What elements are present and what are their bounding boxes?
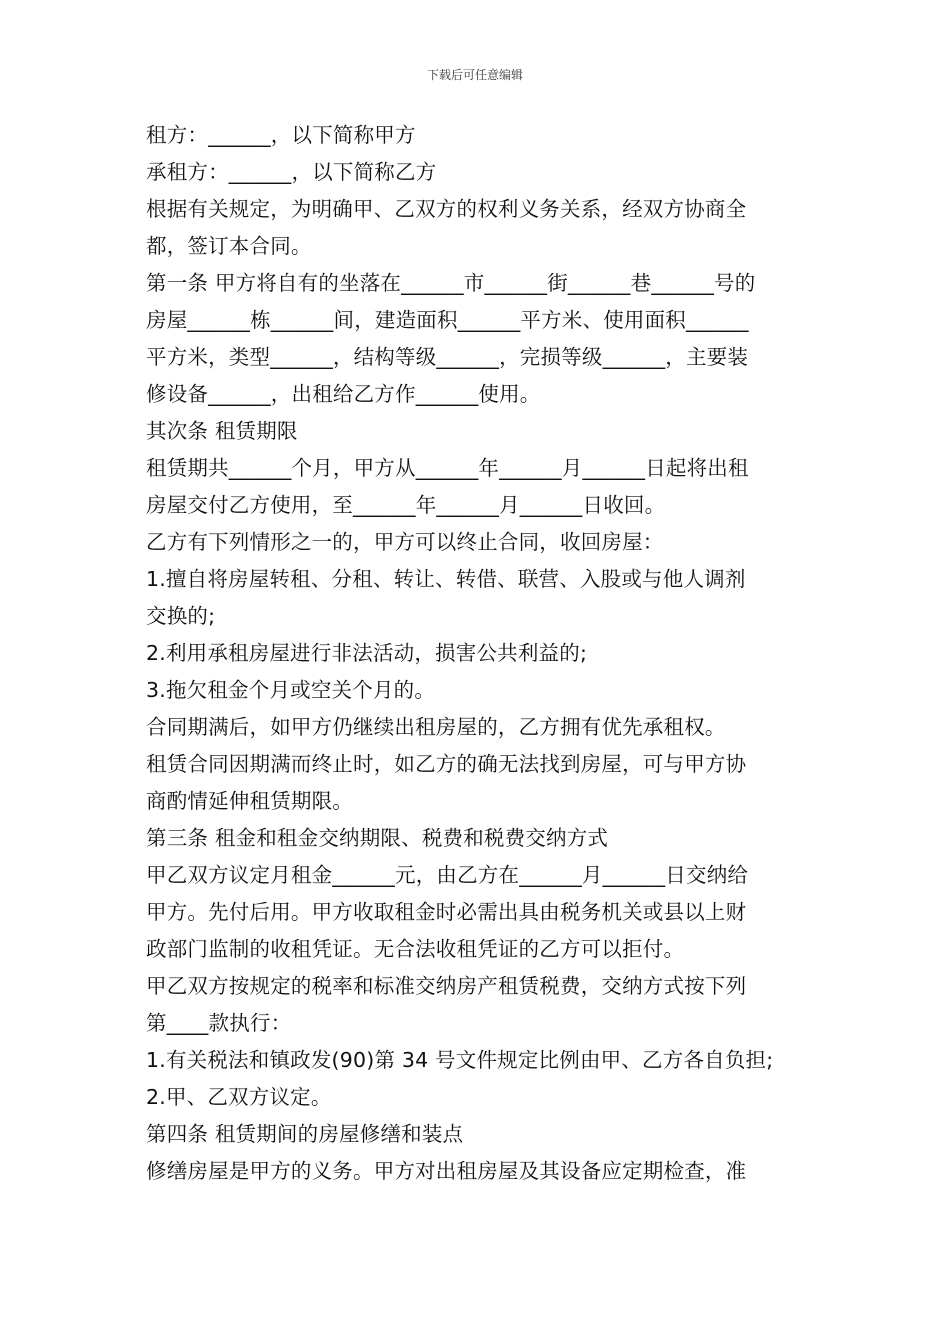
text-line: 租方：______，以下简称甲方: [146, 123, 416, 147]
text-line: 都，签订本合同。: [146, 234, 312, 258]
text-line: 甲乙双方按规定的税率和标准交纳房产租赁税费，交纳方式按下列: [146, 974, 747, 998]
list-item: 1.有关税法和镇政发(90)第 34 号文件规定比例由甲、乙方各自负担;: [146, 1048, 774, 1072]
text-line: 商酌情延伸租赁期限。: [146, 789, 353, 813]
text-line: 承租方：______，以下简称乙方: [146, 160, 437, 184]
list-item: 3.拖欠租金个月或空关个月的。: [146, 678, 436, 702]
list-item: 2.甲、乙双方议定。: [146, 1085, 332, 1109]
text-line: 甲乙双方议定月租金______元，由乙方在______月______日交纳给: [146, 863, 749, 887]
list-item: 1.擅自将房屋转租、分租、转让、转借、联营、入股或与他人调剂: [146, 567, 746, 591]
list-item: 2.利用承租房屋进行非法活动，损害公共利益的;: [146, 641, 588, 665]
text-line: 第____款执行：: [146, 1011, 292, 1035]
text-line: 根据有关规定，为明确甲、乙双方的权利义务关系，经双方协商全: [146, 197, 747, 221]
text-line: 租赁期共______个月，甲方从______年______月______日起将出租: [146, 456, 749, 480]
text-line: 平方米，类型______，结构等级______，完损等级______，主要装: [146, 345, 749, 369]
section-heading: 其次条 租赁期限: [146, 419, 298, 443]
text-line: 修缮房屋是甲方的义务。甲方对出租房屋及其设备应定期检查，准: [146, 1159, 747, 1183]
text-line: 甲方。先付后用。甲方收取租金时必需出具由税务机关或县以上财: [146, 900, 747, 924]
text-line: 房屋______栋______间，建造面积______平方米、使用面积______: [146, 308, 749, 332]
contract-body: [146, 117, 818, 1190]
text-line: 合同期满后，如甲方仍继续出租房屋的，乙方拥有优先承租权。: [146, 715, 726, 739]
text-line: 政部门监制的收租凭证。无合法收租凭证的乙方可以拒付。: [146, 937, 685, 961]
page-header: 下载后可任意编辑: [426, 68, 523, 82]
section-heading: 第三条 租金和租金交纳期限、税费和税费交纳方式: [146, 826, 609, 850]
text-line: 交换的;: [146, 604, 216, 628]
text-line: 乙方有下列情形之一的，甲方可以终止合同，收回房屋：: [146, 530, 664, 554]
section-heading: 第四条 租赁期间的房屋修缮和装点: [146, 1122, 464, 1146]
text-line: 房屋交付乙方使用，至______年______月______日收回。: [146, 493, 666, 517]
text-line: 修设备______，出租给乙方作______使用。: [146, 382, 541, 406]
text-line: 第一条 甲方将自有的坐落在______市______街______巷______号的: [146, 271, 756, 295]
text-line: 租赁合同因期满而终止时，如乙方的确无法找到房屋，可与甲方协: [146, 752, 747, 776]
